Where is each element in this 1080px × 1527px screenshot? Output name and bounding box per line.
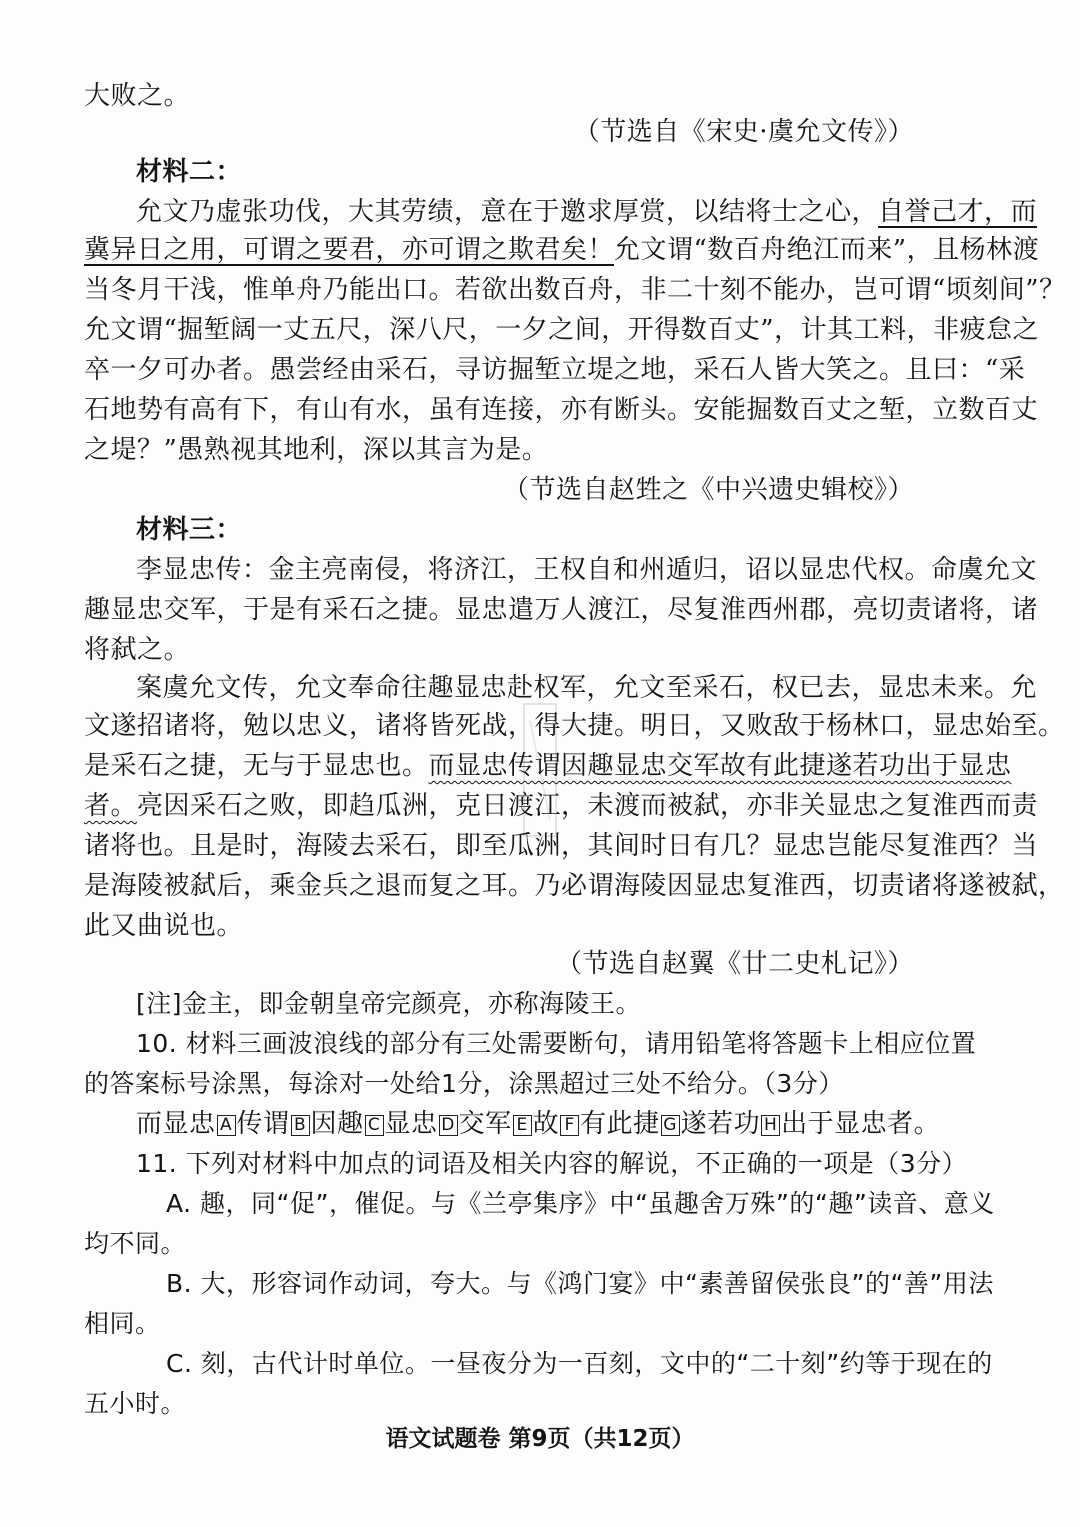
option-b-continued: 相同。 bbox=[84, 1309, 161, 1338]
break-mark-b: B bbox=[291, 1115, 310, 1136]
wavy-underlined-text: 者。 bbox=[84, 791, 138, 821]
source-citation: （节选自赵甡之《中兴遗史辑校》） bbox=[502, 475, 914, 505]
text-line: 当冬月干浅，惟单舟乃能出口。若欲出数百舟，非二十刻不能办，岂可谓“顷刻间”？ bbox=[84, 275, 1066, 305]
sentence-segment: 显忠 bbox=[384, 1109, 438, 1139]
break-mark-d: D bbox=[439, 1115, 458, 1136]
text-line: 趣显忠交军，于是有采石之捷。显忠遣万人渡江，尽复淮西州郡，亮切责诸将，诸 bbox=[84, 595, 1039, 625]
text-line: 卒一夕可办者。愚尝经由采石，寻访掘堑立堤之地，采石人皆大笑之。且曰：“采 bbox=[84, 355, 1026, 385]
source-citation: （节选自赵翼《廿二史札记》） bbox=[555, 949, 914, 979]
text-span: 允文谓“数百舟绝江而来”，且杨林渡 bbox=[614, 235, 1040, 265]
break-mark-e: E bbox=[513, 1115, 532, 1136]
text-line bbox=[84, 746, 1012, 786]
option-a: A. 趣，同“促”，催促。与《兰亭集序》中“虽趣舍万殊”的“趣”读音、意义 bbox=[166, 1189, 995, 1218]
text-line: 李显忠传：金主亮南侵，将济江，王权自和州遁归，诏以显忠代权。命虞允文 bbox=[136, 555, 1038, 585]
sentence-segment: 交军 bbox=[458, 1109, 512, 1139]
text-line: 此又曲说也。 bbox=[84, 911, 244, 941]
watermark-stamp-icon bbox=[520, 700, 560, 840]
question-11-stem: 11. 下列对材料中加点的词语及相关内容的解说，不正确的一项是（3分） bbox=[136, 1149, 968, 1178]
text-span: 允文乃虚张功伐，大其劳绩，意在于邀求厚赏，以结将士之心， bbox=[136, 197, 879, 227]
underlined-text: 自誉己才，而 bbox=[878, 197, 1038, 227]
wavy-underlined-text: 而显忠传谓因趣显忠交军故有此捷遂若功出于显忠 bbox=[428, 751, 1012, 781]
break-mark-a: A bbox=[217, 1115, 236, 1136]
break-mark-c: C bbox=[365, 1115, 384, 1136]
text-line: 案虞允文传，允文奉命往趣显忠赴权军，允文至采石，权已去，显忠未来。允 bbox=[136, 673, 1038, 703]
text-line: 文遂招诸将，勉以忠义，诸将皆死战，得大捷。明日，又败敌于杨林口，显忠始至。 bbox=[84, 711, 1065, 741]
underlined-text: 冀异日之用，可谓之要君，亦可谓之欺君矣！ bbox=[84, 235, 615, 265]
sentence-segment: 因趣 bbox=[310, 1109, 364, 1139]
sentence-segment: 有此捷 bbox=[580, 1109, 660, 1139]
text-line: 之堤？”愚熟视其地利，深以其言为是。 bbox=[84, 435, 549, 465]
question-10-stem: 的答案标号涂黑，每涂对一处给1分，涂黑超过三处不给分。（3分） bbox=[84, 1069, 844, 1098]
sentence-segment: 故 bbox=[532, 1109, 560, 1139]
sentence-segment: 出于显忠者。 bbox=[781, 1109, 941, 1139]
question-10-sentence bbox=[136, 1104, 941, 1144]
option-c-continued: 五小时。 bbox=[84, 1389, 187, 1418]
annotation-note: [注]金主，即金朝皇帝完颜亮，亦称海陵王。 bbox=[136, 989, 642, 1018]
section-heading-material-2: 材料二： bbox=[136, 157, 243, 187]
section-heading-material-3: 材料三： bbox=[136, 515, 243, 545]
sentence-segment: 传谓 bbox=[236, 1109, 290, 1139]
break-mark-g: G bbox=[661, 1115, 680, 1136]
text-line: 大败之。 bbox=[84, 81, 191, 111]
text-span: 亮因采石之败，即趋瓜洲，克日渡江，未渡而被弑，亦非关显忠之复淮西而责 bbox=[137, 791, 1039, 821]
text-line: 诸将也。且是时，海陵去采石，即至瓜洲，其间时日有几？显忠岂能尽复淮西？当 bbox=[84, 831, 1039, 861]
question-10-stem: 10. 材料三画波浪线的部分有三处需要断句，请用铅笔将答题卡上相应位置 bbox=[136, 1029, 977, 1058]
sentence-segment: 而显忠 bbox=[136, 1109, 216, 1139]
text-line bbox=[84, 230, 1040, 270]
sentence-segment: 遂若功 bbox=[680, 1109, 761, 1139]
option-a-continued: 均不同。 bbox=[84, 1229, 187, 1258]
break-mark-f: F bbox=[560, 1115, 579, 1136]
text-line bbox=[84, 786, 1039, 826]
text-line: 将弑之。 bbox=[84, 635, 191, 665]
text-span: 是采石之捷，无与于显忠也。 bbox=[84, 751, 429, 781]
text-line: 是海陵被弑后，乘金兵之退而复之耳。乃必谓海陵因显忠复淮西，切责诸将遂被弑， bbox=[84, 871, 1065, 901]
text-line: 允文谓“掘堑阔一丈五尺，深八尺，一夕之间，开得数百丈”，计其工料，非疲怠之 bbox=[84, 315, 1040, 345]
option-c: C. 刻，古代计时单位。一昼夜分为一百刻，文中的“二十刻”约等于现在的 bbox=[166, 1349, 993, 1378]
source-citation: （节选自《宋史·虞允文传》） bbox=[573, 117, 914, 147]
option-b: B. 大，形容词作动词，夸大。与《鸿门宴》中“素善留侯张良”的“善”用法 bbox=[166, 1269, 994, 1298]
break-mark-h: H bbox=[761, 1115, 780, 1136]
text-line bbox=[136, 192, 1038, 232]
text-line: 石地势有高有下，有山有水，虽有连接，亦有断头。安能掘数百丈之堑，立数百丈 bbox=[84, 395, 1039, 425]
page-footer: 语文试题卷 第9页（共12页） bbox=[385, 1426, 695, 1452]
